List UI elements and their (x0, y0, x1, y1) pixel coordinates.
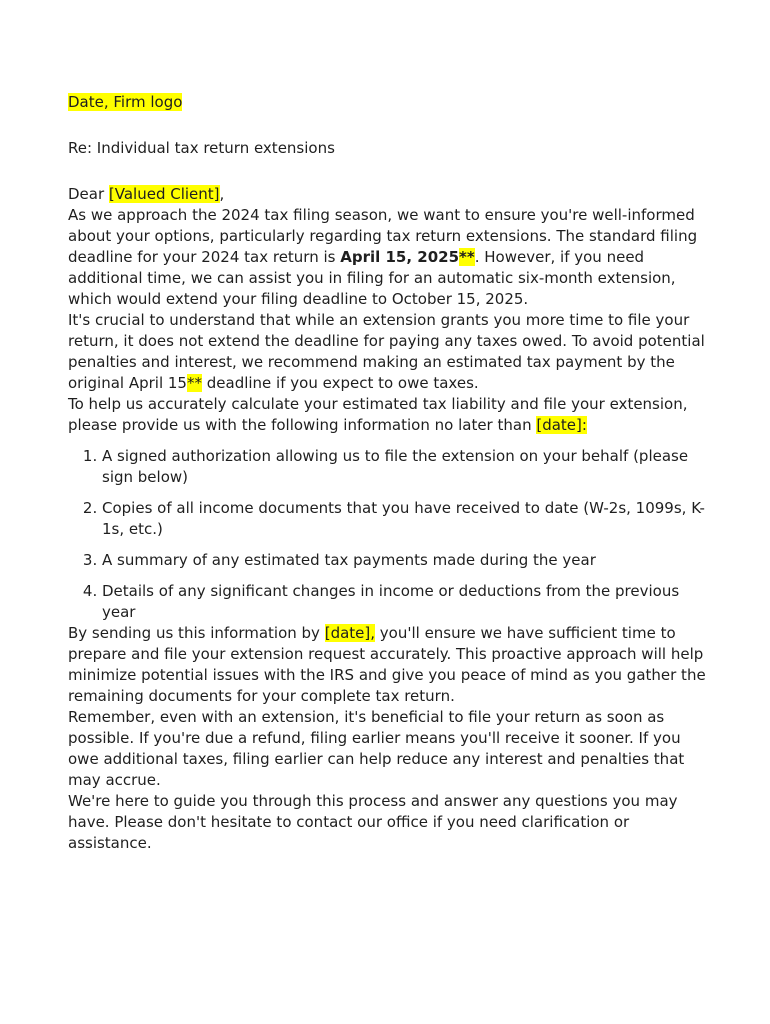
required-documents-list (68, 446, 710, 623)
list-item: 2. Copies of all income documents that you have received to date (W-2s, 1099s, K-1s, etc.) (102, 498, 710, 540)
paragraph-intro-text: As we approach the 2024 tax filing season, we want to ensure you're well-informed about your options, particularly regarding tax return extensions. The standard filing deadline for your 2024 tax return is (68, 206, 698, 266)
request-date-placeholder: [date]: (536, 416, 587, 434)
paragraph-payment-warning (68, 310, 710, 394)
paragraph-payment-text: It's crucial to understand that while an extension grants you more time to file your return, it does not extend the deadline for paying any taxes owed. To avoid potential penalties and interest, we recommend making an estimated tax payment by the original April 15 (68, 311, 705, 392)
paragraph-benefits (68, 623, 710, 707)
salutation-suffix: , (219, 185, 225, 203)
list-item: 3. A summary of any estimated tax payments made during the year (102, 550, 710, 571)
date-firm-logo-placeholder: Date, Firm logo (68, 93, 183, 111)
deadline-stars: ** (459, 248, 475, 266)
paragraph-request-text: To help us accurately calculate your estimated tax liability and file your extension, please provide us with the following information no later than (68, 395, 688, 434)
letterhead (68, 92, 710, 113)
payment-deadline-stars: ** (186, 374, 202, 392)
list-item: 4. Details of any significant changes in income or deductions from the previous year (102, 581, 710, 623)
paragraph-request (68, 394, 710, 436)
salutation-prefix: Dear (68, 185, 109, 203)
paragraph-payment-text-2: deadline if you expect to owe taxes. (201, 374, 479, 392)
paragraph-benefits-text: By sending us this information by (68, 624, 325, 642)
list-item: 1. A signed authorization allowing us to file the extension on your behalf (please sign below) (102, 446, 710, 488)
paragraph-intro-text-2: . However, if you need additional time, we can assist you in filing for an automatic six-month extension, which would extend your filing deadline to October 15, 2025. (68, 248, 676, 308)
paragraph-intro (68, 205, 710, 310)
paragraph-closing: We're here to guide you through this process and answer any questions you may have. Please don't hesitate to contact our office if you need clarification or assistance. (68, 792, 678, 852)
paragraph-file-early: Remember, even with an extension, it's beneficial to file your return as soon as possible. If you're due a refund, filing earlier means you'll receive it sooner. If you owe additional taxes, filing earlier can help reduce any interest and penalties that may accrue. (68, 708, 685, 789)
salutation (68, 184, 710, 205)
paragraph-benefits-text-2: you'll ensure we have sufficient time to prepare and file your extension request accurately. This proactive approach will help minimize potential issues with the IRS and give you peace of mind as you gather the remaining documents for your complete tax return. (68, 624, 706, 705)
benefits-date-placeholder: [date], (324, 624, 376, 642)
subject-line: Re: Individual tax return extensions (68, 139, 335, 157)
filing-deadline: April 15, 2025 (340, 248, 460, 266)
client-name-placeholder: [Valued Client] (108, 185, 220, 203)
